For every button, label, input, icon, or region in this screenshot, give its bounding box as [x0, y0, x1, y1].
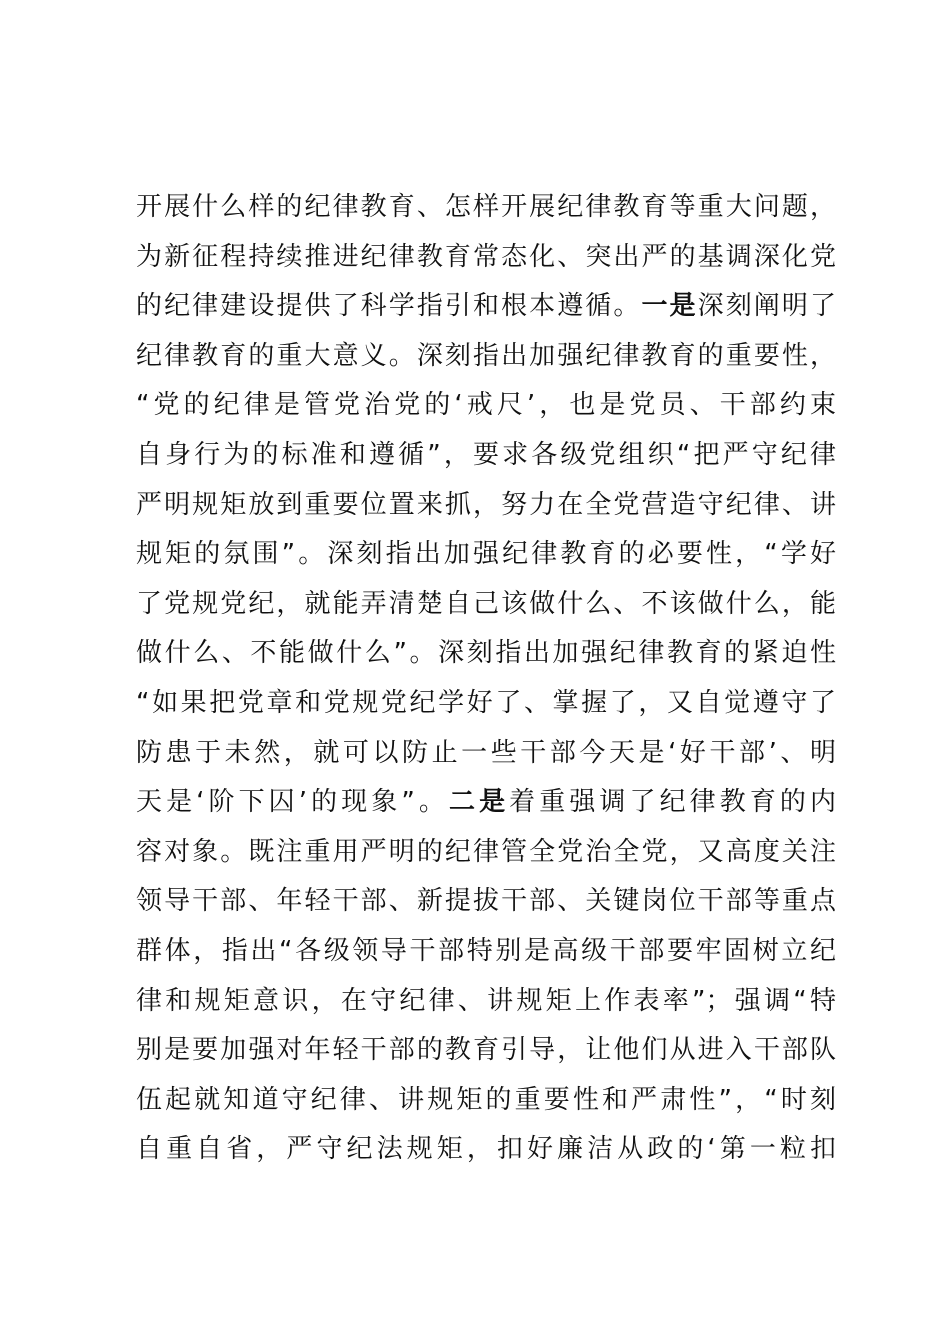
- text-segment: 自身行为的标准和遵循”，要求各级党组织“把严守纪律: [136, 439, 836, 470]
- text-line: [136, 530, 836, 580]
- text-segment: 的纪律建设提供了科学指引和根本遵循。: [136, 291, 642, 322]
- text-line: [136, 977, 836, 1027]
- text-line: [136, 679, 836, 729]
- text-segment: “党的纪律是管党治党的‘戒尺’，也是党员、干部约束: [136, 390, 836, 421]
- text-segment: 严明规矩放到重要位置来抓，努力在全党营造守纪律、讲: [136, 489, 836, 520]
- text-segment: 防患于未然，就可以防止一些干部今天是‘好干部’、明: [136, 737, 836, 768]
- text-line: [136, 282, 836, 332]
- text-line: [136, 381, 836, 431]
- text-segment: 纪律教育的重大意义。深刻指出加强纪律教育的重要性，: [136, 340, 836, 371]
- text-line: [136, 481, 836, 531]
- text-line: [136, 183, 836, 233]
- text-line: [136, 1076, 836, 1126]
- text-line: [136, 580, 836, 630]
- text-segment: 做什么、不能做什么”。深刻指出加强纪律教育的紧迫性: [136, 638, 836, 669]
- text-line: [136, 729, 836, 779]
- text-line: [136, 1125, 836, 1175]
- text-line: [136, 927, 836, 977]
- text-segment: 着重强调了纪律教育的内: [509, 787, 836, 818]
- text-segment: 开展什么样的纪律教育、怎样开展纪律教育等重大问题，: [136, 192, 836, 222]
- body-paragraph: [136, 183, 836, 1175]
- text-segment: 伍起就知道守纪律、讲规矩的重要性和严肃性”，“时刻: [136, 1084, 836, 1115]
- text-segment: 领导干部、年轻干部、新提拔干部、关键岗位干部等重点: [136, 886, 836, 917]
- text-segment: 自重自省，严守纪法规矩，扣好廉洁从政的‘第一粒扣: [136, 1134, 836, 1165]
- text-segment: 深刻阐明了: [697, 291, 836, 322]
- text-line: [136, 1026, 836, 1076]
- text-line: [136, 431, 836, 481]
- text-line: [136, 778, 836, 828]
- bold-marker: 二是: [448, 787, 510, 818]
- text-line: [136, 629, 836, 679]
- text-segment: 容对象。既注重用严明的纪律管全党治全党，又高度关注: [136, 836, 836, 867]
- text-line: [136, 233, 836, 283]
- text-segment: 规矩的氛围”。深刻指出加强纪律教育的必要性，“学好: [136, 539, 836, 570]
- text-segment: “如果把党章和党规党纪学好了、掌握了，又自觉遵守了: [136, 687, 836, 718]
- text-segment: 律和规矩意识，在守纪律、讲规矩上作表率”；强调“特: [136, 985, 836, 1016]
- text-segment: 天是‘阶下囚’的现象”。: [136, 787, 449, 818]
- text-line: [136, 828, 836, 878]
- text-segment: 群体，指出“各级领导干部特别是高级干部要牢固树立纪: [136, 935, 836, 966]
- text-segment: 别是要加强对年轻干部的教育引导，让他们从进入干部队: [136, 1035, 836, 1066]
- text-line: [136, 332, 836, 382]
- text-line: [136, 877, 836, 927]
- text-segment: 为新征程持续推进纪律教育常态化、突出严的基调深化党: [136, 241, 836, 272]
- text-segment: 了党规党纪，就能弄清楚自己该做什么、不该做什么，能: [136, 588, 836, 619]
- bold-marker: 一是: [641, 291, 698, 322]
